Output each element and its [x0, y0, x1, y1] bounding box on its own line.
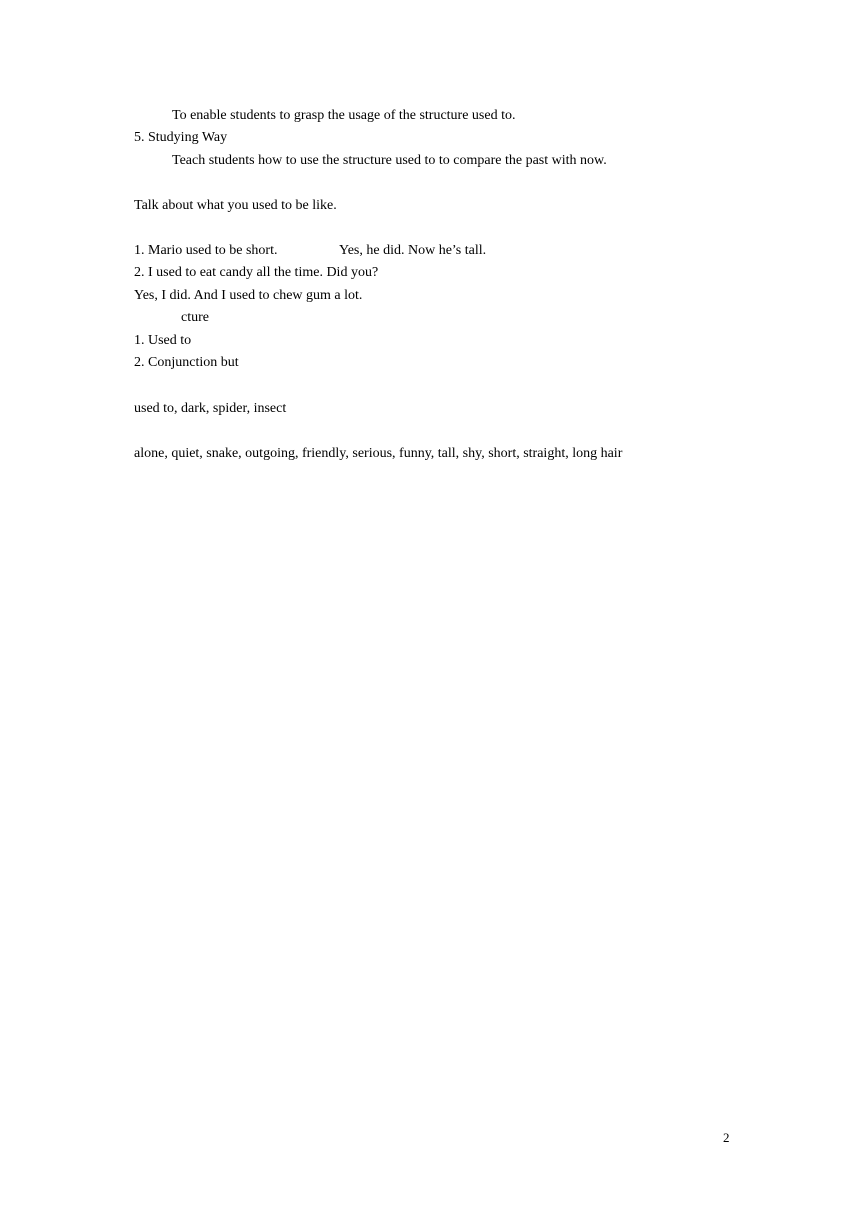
page-number: 2 — [723, 1130, 730, 1145]
structure-heading: cture — [181, 310, 209, 325]
talk-prompt: Talk about what you used to be like. — [134, 198, 337, 213]
example-line-3: Yes, I did. And I used to chew gum a lot. — [134, 288, 363, 303]
example-line-2: 2. I used to eat candy all the time. Did you? — [134, 265, 379, 280]
example-reply-1: Yes, he did. Now he’s tall. — [339, 243, 487, 258]
objective-text: To enable students to grasp the usage of the structure used to. — [172, 108, 516, 123]
structure-item-1: 1. Used to — [134, 333, 192, 348]
key-words: used to, dark, spider, insect — [134, 401, 287, 416]
studying-way-heading: 5. Studying Way — [134, 130, 228, 145]
studying-way-text: Teach students how to use the structure used to to compare the past with now. — [172, 153, 607, 168]
example-line-1: 1. Mario used to be short. — [134, 243, 278, 258]
structure-item-2: 2. Conjunction but — [134, 355, 239, 370]
more-words: alone, quiet, snake, outgoing, friendly, serious, funny, tall, shy, short, straight, long hair — [134, 446, 623, 461]
